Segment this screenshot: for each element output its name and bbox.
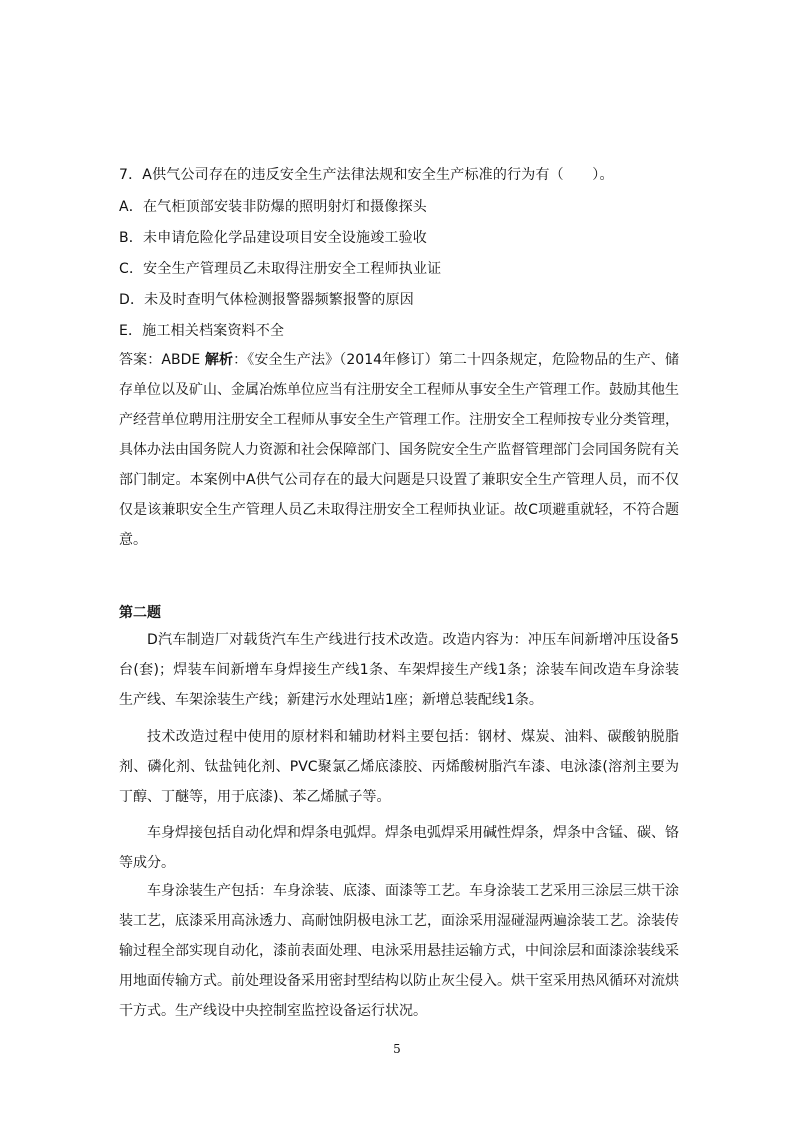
analysis-text: ：《安全生产法》（2014年修订）第二十四条规定，危险物品的生产、储存单位以及矿山、金属冶炼单位应当有注册安全工程师从事安全生产管理工作。鼓励其他生产经营单位聘用注册安全工程师从事安全生产管理工作。注册安全工程师按专业分类管理，具体办法由国务院人力资源和社会保障部门、国务院安全生产监督管理部门会同国务院有关部门制定。本案例中A供气公司存在的最大问题是只设置了兼职安全生产管理人员，而不仅仅是该兼职安全生产管理人员乙未取得注册安全工程师执业证。故C项避重就轻，不符合题意。 xyxy=(119,352,679,548)
answer-label: 答案：ABDE xyxy=(119,352,205,368)
option-b: B．未申请危险化学品建设项目安全设施竣工验收 xyxy=(119,230,428,246)
section-title: 第二题 xyxy=(119,605,161,621)
question-7-stem: 7．A供气公司存在的违反安全生产法律法规和安全生产标准的行为有（ ）。 xyxy=(119,167,614,183)
section-paragraph-3: 车身焊接包括自动化焊和焊条电弧焊。焊条电弧焊采用碱性焊条，焊条中含锰、碳、铬等成分。 xyxy=(119,825,679,871)
option-e: E．施工相关档案资料不全 xyxy=(119,323,285,339)
analysis-label: 解析 xyxy=(204,352,234,368)
answer-analysis xyxy=(119,345,679,555)
section-paragraph-4: 车身涂装生产包括：车身涂装、底漆、面漆等工艺。车身涂装工艺采用三涂层三烘干涂装工艺，底漆采用高泳透力、高耐蚀阴极电泳工艺，面涂采用湿碰湿两遍涂装工艺。涂装传输过程全部实现自动化，漆前表面处理、电泳采用悬挂运输方式，中间涂层和面漆涂装线采用地面传输方式。前处理设备采用密封型结构以防止灰尘侵入。烘干室采用热风循环对流烘干方式。生产线设中央控制室监控设备运行状况。 xyxy=(119,883,679,1019)
option-d: D．未及时查明气体检测报警器频繁报警的原因 xyxy=(119,292,414,308)
option-a: A．在气柜顶部安装非防爆的照明射灯和摄像探头 xyxy=(119,199,427,215)
option-c: C．安全生产管理员乙未取得注册安全工程师执业证 xyxy=(119,261,442,277)
section-paragraph-1: D汽车制造厂对载货汽车生产线进行技术改造。改造内容为：冲压车间新增冲压设备5台(套)；焊装车间新增车身焊接生产线1条、车架焊接生产线1条；涂装车间改造车身涂装生产线、车架涂装生产线；新建污水处理站1座；新增总装配线1条。 xyxy=(119,632,679,708)
section-paragraph-2: 技术改造过程中使用的原材料和辅助材料主要包括：钢材、煤炭、油料、碳酸钠脱脂剂、磷化剂、钛盐钝化剂、PVC聚氯乙烯底漆胶、丙烯酸树脂汽车漆、电泳漆(溶剂主要为丁醇、丁醚等，用于底漆)、苯乙烯腻子等。 xyxy=(119,729,679,805)
page-number: 5 xyxy=(393,1042,401,1056)
